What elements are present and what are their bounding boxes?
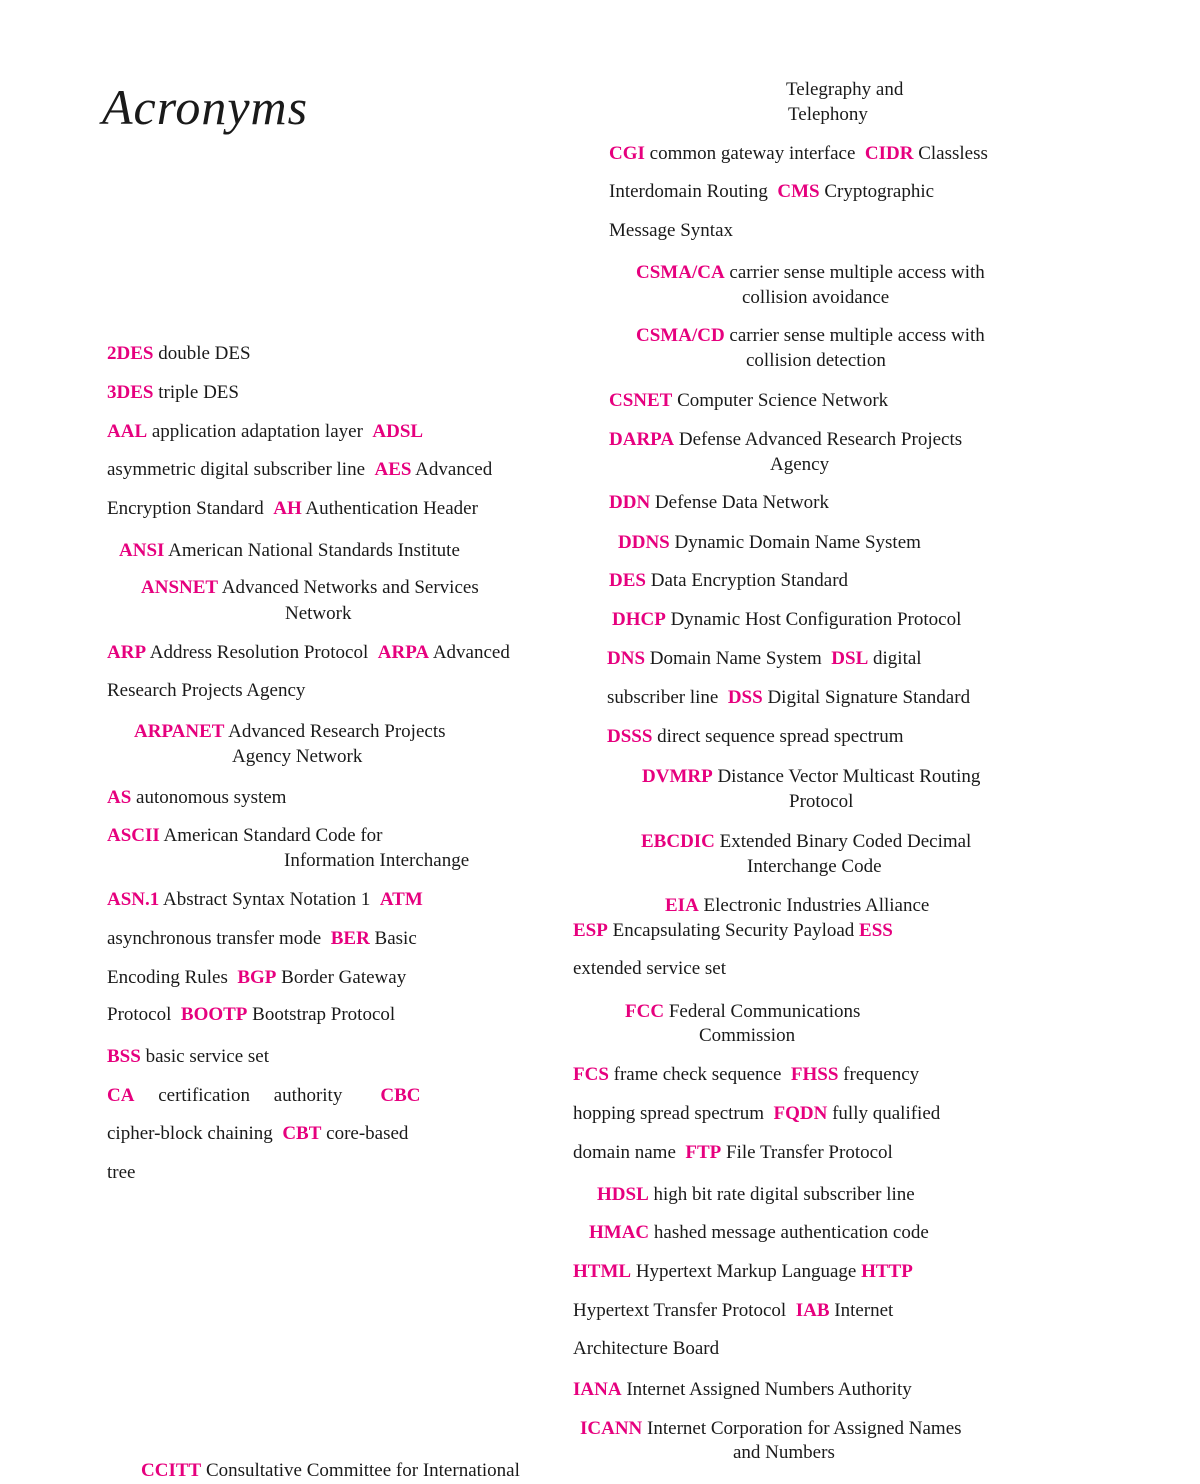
acronym-definition: Defense Advanced Research Projects [674,429,963,450]
acronym-definition: Digital Signature Standard [762,687,971,708]
acronym-term: AH [273,498,302,519]
acronym-continuation [770,453,829,477]
acronym-line [636,324,985,348]
acronym-definition: asymmetric digital subscriber line [107,459,375,480]
acronym-term: FTP [685,1142,722,1163]
acronym-term: FQDN [773,1103,828,1124]
acronym-term: HTTP [861,1261,913,1282]
acronym-definition: Architecture Board [573,1338,720,1359]
acronym-term: HTML [573,1261,632,1282]
acronym-term: CA [107,1085,135,1106]
acronym-line [119,539,460,563]
acronym-term: ADSL [372,421,424,442]
acronym-term: AES [374,459,412,480]
acronym-line [107,824,382,848]
acronym-continuation [747,855,882,879]
acronym-term: ARP [107,642,147,663]
acronym-definition: hopping spread spectrum [573,1103,774,1124]
acronym-term: CBC [380,1085,421,1106]
acronym-continuation [788,103,868,127]
acronym-definition: Telegraphy and [786,79,904,100]
acronym-line [609,389,888,413]
acronym-term: BGP [237,967,277,988]
acronym-definition: Bootstrap Protocol [247,1004,396,1025]
acronym-line [107,420,423,444]
acronym-term: 3DES [107,382,154,403]
acronym-continuation [285,602,351,626]
acronym-definition: Classless [913,143,988,164]
acronym-term: BER [330,928,370,949]
acronym-term: HDSL [597,1184,649,1205]
acronym-definition: triple DES [153,382,239,403]
acronym-line [641,830,971,854]
acronym-line [609,428,962,452]
acronym-line [107,342,251,366]
acronym-line [107,1003,395,1027]
acronym-line [107,927,417,951]
acronym-definition: Information Interchange [284,850,470,871]
acronym-term: IANA [573,1379,622,1400]
acronym-term: DHCP [612,609,666,630]
acronym-definition: Authentication Header [301,498,478,519]
acronym-definition: digital [868,648,922,669]
acronym-definition: fully qualified [827,1103,941,1124]
acronym-term: FCC [625,1001,665,1022]
acronym-term: BOOTP [180,1004,248,1025]
acronym-term: AS [107,787,132,808]
acronym-definition: Computer Science Network [672,390,889,411]
acronym-definition: and Numbers [733,1442,835,1463]
acronym-definition: Advanced Networks and Services [218,577,479,598]
acronym-term: ICANN [580,1418,643,1439]
acronym-definition: Encapsulating Security Payload [607,920,860,941]
acronym-definition: Hypertext Transfer Protocol [573,1300,796,1321]
acronym-term: CSMA/CD [636,325,725,346]
acronym-term: DES [609,570,646,591]
acronym-line [573,1102,940,1126]
acronym-term: DDN [609,492,651,513]
acronym-term: ASCII [107,825,160,846]
acronym-definition: Internet Corporation for Assigned Names [642,1418,962,1439]
acronym-definition: carrier sense multiple access with [724,325,985,346]
acronym-line [607,647,922,671]
acronym-line [573,919,893,943]
acronym-definition: basic service set [140,1046,270,1067]
acronym-line [573,1260,913,1284]
acronym-definition: Address Resolution Protocol [146,642,378,663]
acronym-definition: Federal Communications [664,1001,861,1022]
acronym-line [612,608,961,632]
acronym-continuation [232,745,362,769]
acronym-definition: application adaptation layer [147,421,373,442]
acronym-definition: Commission [699,1025,796,1046]
acronym-continuation [742,286,889,310]
acronym-definition: direct sequence spread spectrum [652,726,904,747]
acronym-continuation [699,1024,795,1048]
acronym-line [141,1459,520,1483]
acronym-line [134,720,446,744]
acronym-line [107,1122,408,1146]
acronym-term: ESP [573,920,608,941]
acronym-term: IAB [795,1300,830,1321]
acronym-definition: autonomous system [131,787,287,808]
acronym-term: FCS [573,1064,609,1085]
acronym-continuation [746,349,886,373]
acronym-definition: File Transfer Protocol [721,1142,893,1163]
acronym-line [107,786,286,810]
acronym-line [618,531,921,555]
acronym-term: DVMRP [642,766,713,787]
acronym-definition: asynchronous transfer mode [107,928,331,949]
acronym-line [107,679,305,703]
acronym-term: ANSI [119,540,165,561]
acronym-line [607,686,970,710]
acronym-definition: Abstract Syntax Notation 1 [159,889,380,910]
acronym-definition: Network [285,603,352,624]
acronym-definition: common gateway interface [644,143,865,164]
acronym-continuation [107,1161,135,1185]
acronym-term: ASN.1 [107,889,160,910]
acronym-definition: tree [107,1162,136,1183]
acronym-definition: Message Syntax [609,220,734,241]
acronym-line [107,381,239,405]
acronym-line [665,894,929,918]
acronym-continuation [609,219,733,243]
acronym-definition: Dynamic Domain Name System [669,532,921,553]
acronym-line [573,1063,919,1087]
acronym-term: DDNS [618,532,670,553]
acronym-definition: subscriber line [607,687,728,708]
acronym-line [141,576,479,600]
acronym-continuation [786,78,903,102]
acronym-line [107,966,406,990]
acronym-definition: Advanced [429,642,510,663]
acronym-term: DSSS [607,726,653,747]
acronym-term: CMS [777,181,820,202]
acronym-line [107,1045,269,1069]
acronym-definition: Domain Name System [645,648,832,669]
acronym-definition: collision detection [746,350,886,371]
acronym-definition: Agency Network [232,746,363,767]
acronym-definition: hashed message authentication code [649,1222,929,1243]
acronym-line [589,1221,929,1245]
acronym-definition: Interdomain Routing [609,181,778,202]
acronym-term: CCITT [141,1460,202,1481]
acronym-term: ANSNET [141,577,219,598]
acronym-continuation [573,957,726,981]
acronym-definition: certification authority [134,1085,381,1106]
acronym-line [573,1141,893,1165]
acronym-line [580,1417,962,1441]
acronym-definition: Agency [770,454,830,475]
acronym-term: CSMA/CA [636,262,725,283]
acronym-line [609,569,848,593]
acronym-definition: double DES [153,343,251,364]
acronym-definition: frequency [838,1064,920,1085]
acronym-line [107,1084,420,1108]
acronym-term: DNS [607,648,646,669]
acronym-definition: Internet Assigned Numbers Authority [621,1379,912,1400]
acronym-definition: Data Encryption Standard [645,570,849,591]
acronym-term: ARPANET [134,721,225,742]
acronym-definition: Protocol [107,1004,181,1025]
acronym-term: EBCDIC [641,831,715,852]
acronym-definition: Basic [369,928,417,949]
acronym-line [609,180,934,204]
acronym-term: HMAC [589,1222,650,1243]
acronym-line [625,1000,860,1024]
acronym-line [597,1183,915,1207]
acronym-definition: Protocol [789,791,854,812]
acronym-definition: Telephony [788,104,868,125]
acronym-definition: Advanced Research Projects [224,721,446,742]
acronym-definition: Defense Data Network [650,492,830,513]
acronym-term: ARPA [377,642,430,663]
acronym-line [609,491,829,515]
acronym-continuation [733,1441,835,1465]
acronym-definition: Hypertext Markup Language [631,1261,862,1282]
acronym-term: CGI [609,143,645,164]
acronym-definition: Encoding Rules [107,967,238,988]
acronym-line [573,1378,912,1402]
acronym-definition: frame check sequence [608,1064,791,1085]
acronym-definition: Interchange Code [747,856,882,877]
acronym-definition: American Standard Code for [159,825,383,846]
acronym-definition: core-based [321,1123,409,1144]
acronym-definition: Consultative Committee for International [201,1460,520,1481]
acronym-term: AAL [107,421,148,442]
acronym-line [107,458,492,482]
acronym-definition: Extended Binary Coded Decimal [714,831,972,852]
acronym-definition: Dynamic Host Configuration Protocol [665,609,962,630]
acronym-term: CSNET [609,390,673,411]
acronym-term: CIDR [864,143,914,164]
acronym-term: BSS [107,1046,141,1067]
acronym-definition: Border Gateway [276,967,407,988]
acronym-term: CBT [282,1123,322,1144]
acronym-definition: Electronic Industries Alliance [698,895,930,916]
acronym-definition: Internet [829,1300,894,1321]
acronym-line [573,1299,893,1323]
acronym-term: DARPA [609,429,675,450]
acronym-definition: Distance Vector Multicast Routing [712,766,981,787]
acronym-definition: cipher-block chaining [107,1123,283,1144]
acronym-definition: collision avoidance [742,287,890,308]
acronym-term: DSS [727,687,763,708]
acronym-continuation [284,849,469,873]
acronym-line [609,142,988,166]
acronym-definition: extended service set [573,958,726,979]
acronym-definition: Cryptographic [819,181,935,202]
acronym-term: 2DES [107,343,154,364]
acronym-line [107,888,423,912]
acronym-line [636,261,985,285]
acronym-definition: domain name [573,1142,686,1163]
acronym-term: ESS [859,920,893,941]
acronym-line [607,725,904,749]
acronym-definition: high bit rate digital subscriber line [648,1184,915,1205]
acronym-definition: Research Projects Agency [107,680,306,701]
acronym-definition: Encryption Standard [107,498,274,519]
acronym-line [107,641,510,665]
acronym-line [107,497,478,521]
acronym-line [642,765,980,789]
acronym-continuation [789,790,853,814]
acronym-term: DSL [831,648,869,669]
acronym-term: EIA [665,895,699,916]
acronym-definition: American National Standards Institute [164,540,460,561]
acronym-term: FHSS [790,1064,839,1085]
page-title: Acronyms [102,79,309,135]
acronym-continuation [573,1337,719,1361]
acronym-definition: Advanced [411,459,493,480]
acronym-term: ATM [379,889,423,910]
acronym-definition: carrier sense multiple access with [724,262,985,283]
